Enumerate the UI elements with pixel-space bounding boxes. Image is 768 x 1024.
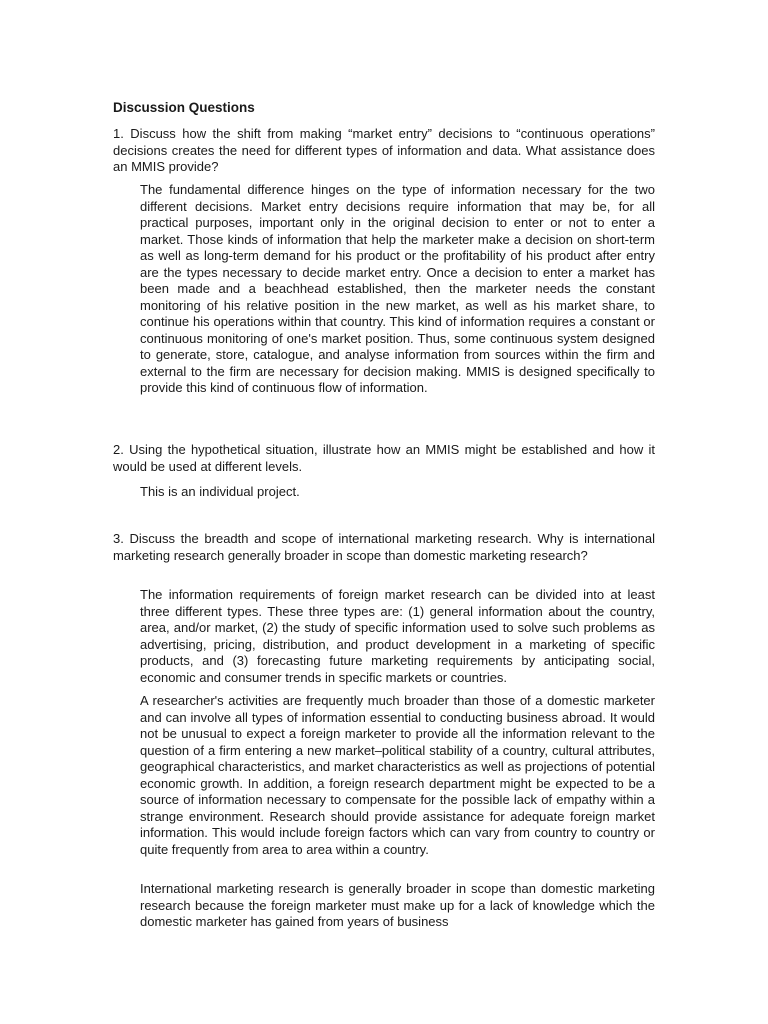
question-1: 1. Discuss how the shift from making “market entry” decisions to “continuous operations” decisions creates the need for different types of information and data. What assistance does an MMIS provide? xyxy=(113,126,655,174)
question-2: 2. Using the hypothetical situation, illustrate how an MMIS might be established and how it would be used at different levels. xyxy=(113,442,655,474)
answer-2: This is an individual project. xyxy=(140,484,300,499)
answer-1: The fundamental difference hinges on the type of information necessary for the two different decisions. Market entry decisions require information that may be, for all practical purposes, important only in the original decision to enter or not to enter a market. Those kinds of information that help the marketer make a decision on short-term as well as long-term demand for his product or the profitability of his product after entry are the types necessary to decide market entry. Once a decision to enter a market has been made and a beachhead established, then the marketer needs the constant monitoring of his relative position in the new market, as well as his market share, to continue his operations within that country. This kind of information requires a constant or continuous monitoring of one's market position. Thus, some continuous system designed to generate, store, catalogue, and analyse information from sources within the firm and external to the firm are necessary for decision making. MMIS is designed specifically to provide this kind of continuous flow of information. xyxy=(140,182,655,395)
answer-3-paragraph-2: A researcher's activities are frequently much broader than those of a domestic marketer and can involve all types of information essential to conducting business abroad. It would not be unusual to expect a foreign marketer to provide all the information relevant to the question of a firm entering a new market–political stability of a country, cultural attributes, geographical characteristics, and market characteristics as well as projections of potential economic growth. In addition, a foreign research department might be expected to be a source of information necessary to compensate for the possible lack of empathy within a strange environment. Research should provide assistance for adequate foreign market information. This would include foreign factors which can vary from country to country or quite frequently from area to area within a country. xyxy=(140,693,655,857)
question-3: 3. Discuss the breadth and scope of international marketing research. Why is international marketing research generally broader in scope than domestic marketing research? xyxy=(113,531,655,563)
answer-3-paragraph-1: The information requirements of foreign market research can be divided into at least three different types. These three types are: (1) general information about the country, area, and/or market, (2) the study of specific information used to solve such problems as advertising, pricing, distribution, and product development in a marketing of specific products, and (3) forecasting future marketing requirements by anticipating social, economic and consumer trends in specific markets or countries. xyxy=(140,587,655,685)
answer-3-paragraph-3: International marketing research is generally broader in scope than domestic marketing research because the foreign marketer must make up for a lack of knowledge which the domestic marketer has gained from years of business xyxy=(140,881,655,929)
document-heading: Discussion Questions xyxy=(113,100,255,115)
